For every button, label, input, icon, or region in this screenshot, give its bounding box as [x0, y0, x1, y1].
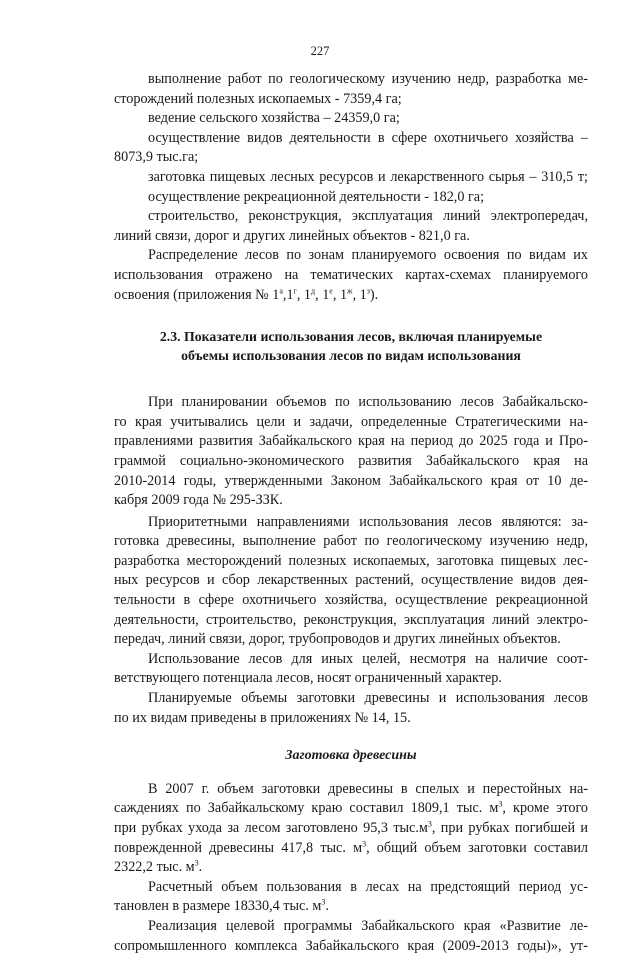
text-line: тельности в сфере охотничьего хозяйства, осуществление рекреационной [114, 592, 588, 609]
text-fragment: , кроме этого [502, 800, 589, 817]
superscript: ж [347, 285, 353, 295]
text-fragment: тановлен в размере 18330,4 тыс. м [114, 898, 322, 915]
text-line [114, 286, 588, 306]
text-line: деятельности, строительство, реконструкция, эксплуатация линий электро- [114, 611, 588, 628]
appendix-ref-text: ,1 [282, 286, 294, 303]
list-item-geology [114, 70, 588, 109]
text-line: Приоритетными направлениями использования лесов являются: за- [148, 513, 588, 530]
text-line: кабря 2009 года № 295-ЗЗК. [114, 492, 283, 509]
text-line: линий связи, дорог и других линейных объектов - 821,0 га. [114, 227, 470, 244]
superscript: 3 [194, 858, 199, 868]
text-line [114, 799, 588, 819]
text-line: ведение сельского хозяйства – 24359,0 га; [148, 110, 400, 127]
text-fragment: при рубках ухода за лесом заготовлено 95,3 тыс.м [114, 820, 428, 836]
paragraph-priority [114, 513, 588, 650]
paragraph-other-use [114, 650, 588, 689]
subheading-timber-harvesting: Заготовка древесины [285, 748, 417, 764]
superscript: е [329, 285, 333, 295]
text-line: разработка месторождений полезных ископаемых, заготовка пищевых лес- [114, 552, 588, 569]
heading-line: 2.3. Показатели использования лесов, включая планируемые [159, 329, 543, 345]
superscript: г [293, 285, 297, 295]
text-line: строительство, реконструкция, эксплуатация линий электропередач, [148, 208, 588, 225]
superscript: 3 [362, 838, 367, 848]
page-number: 227 [310, 44, 330, 58]
text-line: передач, линий связи, дорог, трубопроводов и других линейных объектов. [114, 631, 561, 648]
appendix-ref-text: освоения (приложения № 1 [114, 286, 280, 303]
appendix-ref-text: , 1 [296, 286, 312, 303]
text-line [114, 897, 588, 917]
appendix-ref-text: , 1 [332, 286, 348, 303]
list-item-agriculture [114, 109, 588, 129]
page-content [114, 70, 588, 956]
text-fragment: , общий объем заготовки составил [366, 839, 588, 856]
section-heading [114, 327, 588, 365]
superscript: 3 [498, 799, 503, 809]
paragraph-2007-harvest [114, 780, 588, 878]
text-line: ных ресурсов и сбор лекарственных растений, осуществление видов дея- [114, 572, 588, 589]
text-line: Планируемые объемы заготовки древесины и использования лесов [148, 690, 588, 707]
text-line [114, 819, 588, 839]
heading-line: объемы использования лесов по видам использования [181, 348, 521, 364]
text-line: Расчетный объем пользования в лесах на предстоящий период ус- [148, 878, 588, 895]
text-line: использования отражено на тематических картах-схемах планируемого [114, 266, 588, 283]
text-line: В 2007 г. объем заготовки древесины в спелых и перестойных на- [148, 780, 588, 797]
paragraph-program [114, 917, 588, 956]
appendix-ref-text: ). [369, 286, 379, 303]
text-line: 2010-2014 годы, утвержденными Законом Забайкальского края от 10 де- [114, 472, 588, 489]
list-item-food-resources [114, 168, 588, 188]
superscript: 3 [321, 897, 326, 907]
text-fragment: 2322,2 тыс. м [114, 859, 195, 876]
text-line: Использование лесов для иных целей, несмотря на наличие соот- [148, 650, 588, 667]
text-line: Распределение лесов по зонам планируемого освоения по видам их [148, 247, 588, 264]
paragraph-appendix [114, 689, 588, 728]
text-fragment: поврежденной древесины 417,8 тыс. м [114, 839, 363, 856]
text-line: готовка древесины, выполнение работ по геологическому изучению недр, [114, 533, 588, 550]
text-line: При планировании объемов по использованию лесов Забайкальско- [148, 394, 588, 411]
text-line: правлениями развития Забайкальского края на период до 2025 года и Про- [114, 433, 588, 450]
text-line: го края учитывались цели и задачи, определенные Стратегическими на- [114, 413, 588, 430]
list-item-hunting [114, 129, 588, 168]
paragraph-distribution [114, 246, 588, 305]
text-line: осуществление видов деятельности в сфере охотничьего хозяйства – [148, 129, 588, 146]
superscript: 3 [427, 819, 432, 829]
text-line: заготовка пищевых лесных ресурсов и лекарственного сырья – 310,5 т; [148, 168, 588, 185]
superscript: а [279, 285, 283, 295]
text-fragment: . [198, 859, 203, 876]
text-line: Реализация целевой программы Забайкальского края «Развитие ле- [148, 917, 588, 934]
text-fragment: саждениях по Забайкальскому краю составил 1809,1 тыс. м [114, 800, 499, 817]
text-line: ветствующего потенциала лесов, носят ограниченный характер. [114, 670, 502, 687]
text-fragment: , при рубках погибшей и [431, 820, 588, 836]
text-line: осуществление рекреационной деятельности - 182,0 га; [148, 188, 485, 205]
paragraph-calculated-volume [114, 878, 588, 917]
appendix-ref-text: , 1 [352, 286, 367, 303]
text-line: сторождений полезных ископаемых - 7359,4 га; [114, 90, 402, 107]
text-line: сопромышленного комплекса Забайкальского края (2009-2013 годы)», ут- [114, 937, 588, 954]
text-line: выполнение работ по геологическому изучению недр, разработка ме- [148, 71, 588, 87]
text-line: 8073,9 тыс.га; [114, 149, 199, 166]
paragraph-planning [114, 393, 588, 511]
text-fragment: . [325, 898, 329, 915]
list-item-construction [114, 207, 588, 246]
superscript: д [311, 285, 316, 295]
text-line: граммой социально-экономического развития Забайкальского края на [114, 452, 588, 469]
text-line: по их видам приведены в приложениях № 14, 15. [114, 709, 411, 726]
text-line [114, 839, 588, 859]
list-item-recreation [114, 188, 588, 208]
appendix-ref-text: , 1 [315, 286, 330, 303]
text-line [114, 858, 588, 878]
superscript: з [366, 285, 370, 295]
